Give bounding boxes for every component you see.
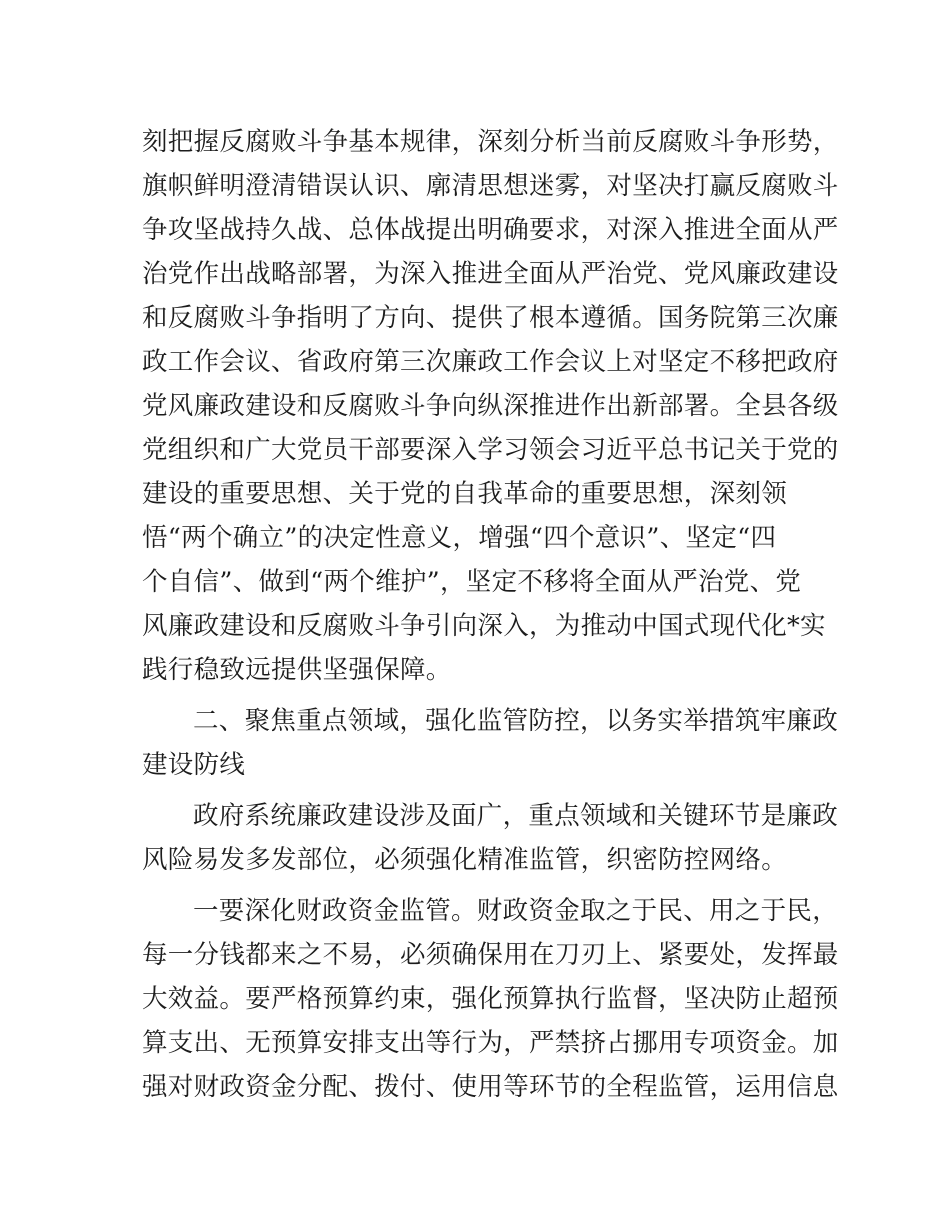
text-line: 治党作出战略部署，为深入推进全面从严治党、党风廉政建设	[142, 259, 839, 289]
text-line: 一要深化财政资金监管。财政资金取之于民、用之于民，	[193, 896, 839, 926]
text-line: 悟“两个确立”的决定性意义，增强“四个意识”、坚定“四	[142, 523, 777, 553]
text-line: 党风廉政建设和反腐败斗争向纵深推进作出新部署。全县各级	[142, 391, 839, 421]
text-line: 算支出、无预算安排支出等行为，严禁挤占挪用专项资金。加	[142, 1028, 839, 1058]
text-line: 个自信”、做到“两个维护”，坚定不移将全面从严治党、党	[142, 567, 802, 597]
text-line: 风险易发多发部位，必须强化精准监管，织密防控网络。	[142, 845, 788, 875]
paragraph-continuation	[142, 120, 839, 692]
text-line: 每一分钱都来之不易，必须确保用在刀刃上、紧要处，发挥最	[142, 940, 839, 970]
text-line: 党组织和广大党员干部要深入学习领会习近平总书记关于党的	[142, 435, 839, 465]
text-line: 政府系统廉政建设涉及面广，重点领域和关键环节是廉政	[193, 801, 839, 831]
heading-line: 二、聚焦重点领域，强化监管防控，以务实举措筑牢廉政	[193, 706, 839, 736]
document-body	[142, 120, 839, 1109]
text-line: 政工作会议、省政府第三次廉政工作会议上对坚定不移把政府	[142, 347, 839, 377]
text-line: 旗帜鲜明澄清错误认识、廓清思想迷雾，对坚决打赢反腐败斗	[142, 171, 839, 201]
section-heading	[142, 699, 839, 787]
text-line: 和反腐败斗争指明了方向、提供了根本遵循。国务院第三次廉	[142, 303, 839, 333]
heading-line: 建设防线	[142, 750, 246, 780]
text-line: 强对财政资金分配、拨付、使用等环节的全程监管，运用信息	[142, 1072, 839, 1102]
paragraph-intro	[142, 794, 839, 882]
text-line: 争攻坚战持久战、总体战提出明确要求，对深入推进全面从严	[142, 215, 839, 245]
paragraph-finance-supervision	[142, 889, 839, 1109]
text-line: 建设的重要思想、关于党的自我革命的重要思想，深刻领	[142, 479, 788, 509]
text-line: 大效益。要严格预算约束，强化预算执行监督，坚决防止超预	[142, 984, 839, 1014]
text-line: 刻把握反腐败斗争基本规律，深刻分析当前反腐败斗争形势，	[142, 127, 839, 157]
text-line: 践行稳致远提供坚强保障。	[142, 655, 452, 685]
text-line: 风廉政建设和反腐败斗争引向深入，为推动中国式现代化*实	[142, 611, 826, 641]
